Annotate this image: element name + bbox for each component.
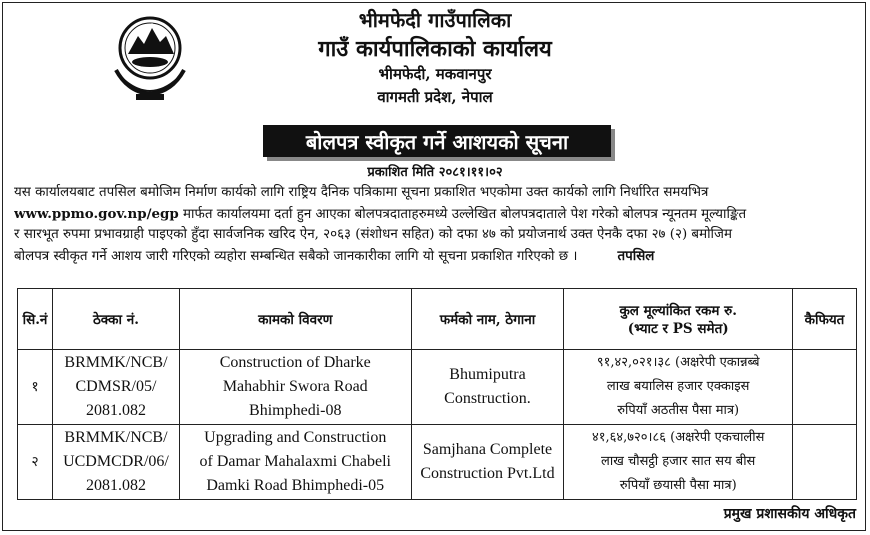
work-description: Construction of Dharke Mahabhir Swora Road Bhimphedi-08 xyxy=(179,350,411,425)
office-address: भीमफेदी, मकवानपुर xyxy=(378,65,492,83)
municipality-name: भीमफेदी गाउँपालिका xyxy=(358,8,512,32)
col-header-firm: फर्मको नाम, ठेगाना xyxy=(411,289,564,350)
signatory-title: प्रमुख प्रशासकीय अधिकृत xyxy=(723,506,856,522)
body-line-4: बोलपत्र स्वीकृत गर्ने आशय जारी गरिएको व्यहोरा सम्बन्धित सबैको जानकारीका लागि यो सूचना प्रकाशित गरिएको छ । तपसिल xyxy=(14,247,655,264)
firm-name: Bhumiputra Construction. xyxy=(411,350,564,425)
egp-link[interactable]: www.ppmo.gov.np/egp xyxy=(14,205,179,222)
evaluated-amount: ९१,४२,०२१।३८ (अक्षरेपी एकान्नब्बे लाख बयालिस हजार एक्काइस रुपियाँ अठतीस पैसा मात्र) xyxy=(564,350,793,425)
col-header-sn: सि.नं xyxy=(18,289,53,350)
notice-body xyxy=(14,183,856,267)
province-name: वागमती प्रदेश, नेपाल xyxy=(377,88,493,106)
col-header-amount: कुल मूल्यांकित रकम रु. (भ्याट र PS समेत) xyxy=(564,289,793,350)
table-row xyxy=(18,425,857,500)
work-description: Upgrading and Construction of Damar Mahalaxmi Chabeli Damki Road Bhimphedi-05 xyxy=(179,425,411,500)
office-name: गाउँ कार्यपालिकाको कार्यालय xyxy=(318,36,552,62)
row-sn: २ xyxy=(18,425,53,500)
body-line-3: र सारभूत रुपमा प्रभावग्राही पाइएको हुँदा सार्वजनिक खरिद ऐन, २०६३ (संशोधन सहित) को दफा ४७ को प्रयोजनार्थ उक्त ऐनकै दफा २७ (२) बमोजिम xyxy=(14,227,732,243)
tapsil-label: तपसिल xyxy=(617,247,655,264)
table-row xyxy=(18,350,857,425)
notice-title-banner: बोलपत्र स्वीकृत गर्ने आशयको सूचना xyxy=(263,125,611,157)
remarks xyxy=(792,425,856,500)
bid-award-table xyxy=(17,288,857,500)
col-header-contract: ठेक्का नं. xyxy=(52,289,179,350)
contract-number: BRMMK/NCB/ UCDMCDR/06/ 2081.082 xyxy=(52,425,179,500)
published-date: प्रकाशित मिति २०८१।११।०२ xyxy=(367,165,503,180)
evaluated-amount: ४१,६४,७२०।८६ (अक्षरेपी एकचालीस लाख चौसट्ठी हजार सात सय बीस रुपियाँ छयासी पैसा मात्र) xyxy=(564,425,793,500)
contract-number: BRMMK/NCB/ CDMSR/05/ 2081.082 xyxy=(52,350,179,425)
remarks xyxy=(792,350,856,425)
col-header-work: कामको विवरण xyxy=(179,289,411,350)
table-header-row xyxy=(18,289,857,350)
col-header-remarks: कैफियत xyxy=(792,289,856,350)
body-line-1: यस कार्यालयबाट तपसिल बमोजिम निर्माण कार्यको लागि राष्ट्रिय दैनिक पत्रिकामा सूचना प्रकाशित भएकोमा उक्त कार्यको लागि निर्धारित समयभित्र xyxy=(14,185,709,200)
body-line-2: www.ppmo.gov.np/egp मार्फत कार्यालयमा दर्ता हुन आएका बोलपत्रदाताहरुमध्ये उल्लेखित बोलपत्रदाताले पेश गरेको बोलपत्र न्यूनतम मूल्याङ्कित xyxy=(14,205,747,222)
row-sn: १ xyxy=(18,350,53,425)
firm-name: Samjhana Complete Construction Pvt.Ltd xyxy=(411,425,564,500)
